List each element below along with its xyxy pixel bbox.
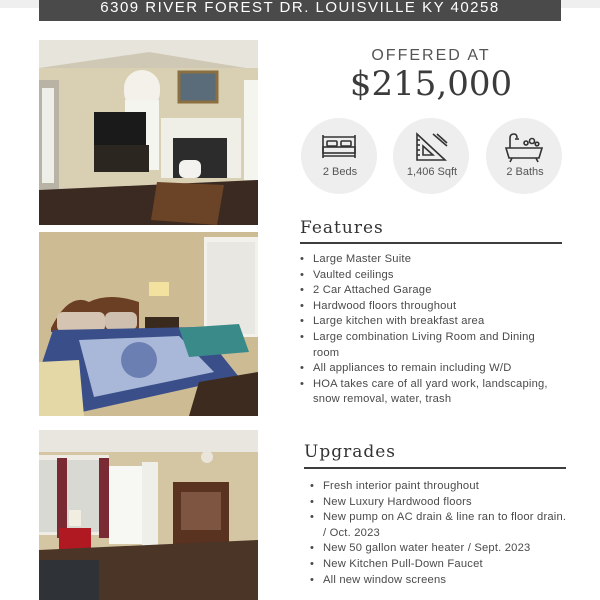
features-divider xyxy=(300,242,562,244)
stat-beds-label: 2 Beds xyxy=(322,166,358,178)
stat-baths-label: 2 Baths xyxy=(506,166,544,178)
stat-sqft-label: 1,406 Sqft xyxy=(406,166,458,178)
ruler-square-icon xyxy=(411,132,451,164)
features-list xyxy=(299,252,561,408)
list-item: • New pump on AC drain & line ran to floor drain. / Oct. 2023 xyxy=(309,510,571,541)
list-item: • Vaulted ceilings xyxy=(299,268,561,284)
dining-room-photo xyxy=(39,430,258,600)
bed-icon xyxy=(319,132,359,162)
list-item: • All new window screens xyxy=(309,573,571,589)
price: $215,000 xyxy=(349,64,513,104)
list-item: • Fresh interior paint throughout xyxy=(309,479,571,495)
stat-sqft xyxy=(392,118,470,194)
living-room-photo xyxy=(39,40,258,225)
stat-beds-circle xyxy=(301,118,377,194)
upgrades-list xyxy=(309,479,571,588)
list-item: • Large kitchen with breakfast area xyxy=(299,314,561,330)
list-item: • HOA takes care of all yard work, landscaping, snow removal, water, trash xyxy=(299,377,561,408)
bedroom-photo xyxy=(39,232,258,416)
stat-baths-circle xyxy=(486,118,562,194)
stat-baths xyxy=(485,118,563,194)
stat-sqft-circle xyxy=(393,118,469,194)
list-item: • New Kitchen Pull-Down Faucet xyxy=(309,557,571,573)
address-banner: 6309 RIVER FOREST DR. LOUISVILLE KY 40258 xyxy=(39,0,561,21)
offered-at-label: OFFERED AT xyxy=(371,47,491,64)
upgrades-title: Upgrades xyxy=(304,442,397,462)
bathtub-icon xyxy=(504,132,544,164)
stat-beds xyxy=(300,118,378,194)
upgrades-divider xyxy=(304,467,566,469)
list-item: • Hardwood floors throughout xyxy=(299,299,561,315)
list-item: • New Luxury Hardwood floors xyxy=(309,495,571,511)
list-item: • 2 Car Attached Garage xyxy=(299,283,561,299)
list-item: • Large Master Suite xyxy=(299,252,561,268)
list-item: • Large combination Living Room and Dining room xyxy=(299,330,561,361)
list-item: • New 50 gallon water heater / Sept. 2023 xyxy=(309,541,571,557)
features-title: Features xyxy=(300,218,384,238)
list-item: • All appliances to remain including W/D xyxy=(299,361,561,377)
